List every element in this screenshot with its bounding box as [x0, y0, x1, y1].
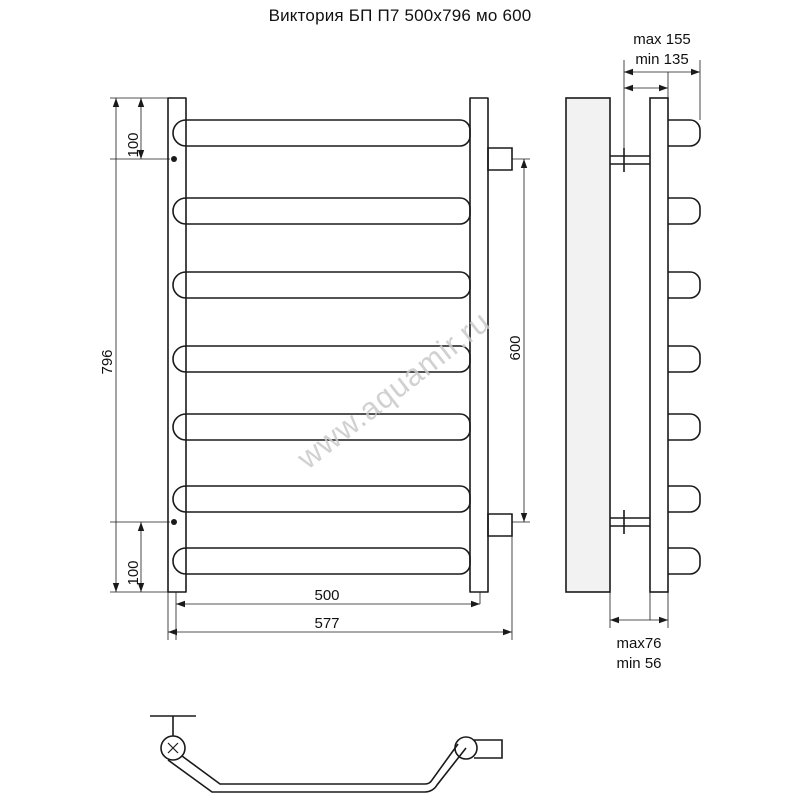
- dim-mount-spacing: 600: [507, 335, 524, 361]
- dim-width-inner: 500: [314, 587, 340, 604]
- dim-top-offset: 100: [125, 132, 142, 158]
- side-view: [566, 98, 700, 592]
- page-title: Виктория БП П7 500х796 мо 600: [268, 6, 532, 25]
- dim-bracket-max: max76: [616, 635, 662, 652]
- dim-width-outer: 577: [314, 615, 340, 632]
- dim-height-total: 796: [99, 349, 116, 375]
- dim-bracket-min: min 56: [616, 655, 662, 672]
- dim-depth-min: min 135: [635, 51, 689, 68]
- watermark-text: www.aquamir.ru: [290, 303, 497, 476]
- dim-bottom-offset: 100: [125, 560, 142, 586]
- bottom-view: [150, 716, 502, 792]
- dim-depth-max: max 155: [633, 31, 691, 48]
